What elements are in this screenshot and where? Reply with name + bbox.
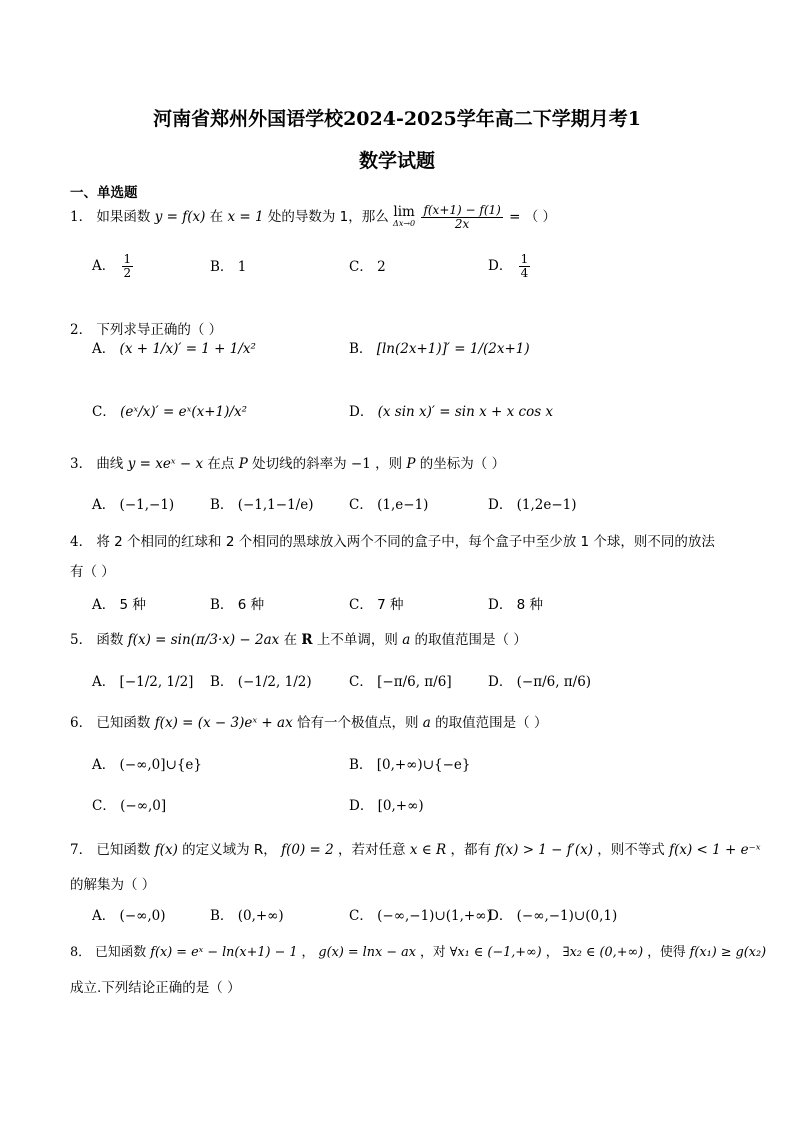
math-expr: P (238, 456, 248, 472)
question-5 (70, 628, 527, 648)
option-fraction (519, 253, 531, 279)
question-text: ，若对任意 (338, 842, 406, 858)
option-label: A． (92, 597, 116, 613)
option-b (210, 255, 246, 275)
question-2 (70, 318, 222, 338)
option-b (349, 753, 470, 773)
option-value: [−π/6, π/6] (377, 674, 452, 690)
option-value: (1,e−1) (377, 497, 429, 513)
math-expr: x = 1 (227, 209, 264, 226)
option-label: B． (349, 341, 373, 357)
section-heading: 一、单选题 (70, 185, 138, 201)
math-expr: f(x) = sin(π/3·x) − 2ax (127, 632, 280, 648)
math-expr: P (406, 456, 416, 472)
option-a (92, 337, 256, 357)
option-a (92, 670, 193, 690)
math-expr: x ∈ R (409, 842, 447, 858)
question-3 (70, 452, 505, 472)
option-value: [0,+∞) (377, 798, 424, 814)
question-text: 曲线 (96, 456, 124, 472)
option-value: (−1,1−1/e) (237, 497, 314, 513)
option-label: B． (210, 674, 234, 690)
option-label: C． (349, 259, 373, 275)
math-expr: f(x) = eˣ − ln(x+1) − 1 (150, 945, 298, 960)
option-c (349, 670, 452, 690)
question-8 (70, 941, 766, 960)
question-text: ，都有 (450, 842, 491, 858)
option-value: 6 种 (237, 597, 265, 613)
math-expr: f(x₁) ≥ g(x₂) (689, 945, 767, 960)
question-text: 函数 (96, 632, 124, 648)
option-label: A． (92, 674, 116, 690)
question-text: ，则不等式 (597, 842, 665, 858)
fraction-denominator: 2 (123, 265, 132, 280)
option-c (349, 593, 404, 613)
question-text: ，则 (375, 456, 403, 472)
question-text: 有（ ） (70, 564, 115, 580)
exam-title: 河南省郑州外国语学校2024-2025学年高二下学期月考1 (153, 108, 641, 130)
option-label: A． (92, 497, 116, 513)
option-b (210, 670, 312, 690)
option-value: (x + 1/x)′ = 1 + 1/x² (119, 341, 256, 357)
limit-fraction (421, 204, 502, 230)
option-label: C． (349, 674, 373, 690)
option-value: 2 (377, 259, 386, 275)
option-value: 5 种 (119, 597, 146, 613)
option-a (92, 904, 166, 924)
math-expr: f(x) (154, 842, 178, 858)
question-text: ， (301, 945, 315, 960)
lim-subscript: Δx→0 (393, 218, 416, 228)
option-value: (x sin x)′ = sin x + x cos x (377, 404, 554, 420)
question-text: ，对 (420, 945, 446, 960)
option-label: B． (349, 757, 373, 773)
option-b (349, 337, 530, 357)
option-b (210, 593, 264, 613)
question-number: 3． (70, 456, 93, 472)
option-label: C． (349, 908, 373, 924)
question-text: 的定义域为 R， (182, 842, 277, 858)
option-value: (−1/2, 1/2) (237, 674, 312, 690)
option-d (488, 904, 617, 924)
option-a (92, 753, 202, 773)
question-text: 的取值范围是（ ） (414, 632, 527, 648)
math-expr: y = xeˣ − x (127, 456, 204, 472)
question-text: 将 2 个相同的红球和 2 个相同的黑球放入两个不同的盒子中，每个盒子中至少放 1 个球，则不同的放法 (96, 534, 715, 550)
question-7-cont (70, 873, 155, 893)
option-a (92, 493, 174, 513)
option-c (349, 255, 386, 275)
math-expr: g(x) = lnx − ax (318, 945, 416, 960)
option-c (92, 400, 247, 420)
option-value: [ln(2x+1)]′ = 1/(2x+1) (376, 341, 530, 357)
option-label: B． (210, 259, 234, 275)
question-text: 在 (209, 209, 224, 226)
question-7 (70, 838, 761, 858)
option-value: (−∞,0) (119, 908, 166, 924)
option-a (92, 593, 146, 613)
option-label: C． (92, 404, 116, 420)
question-text: 在 (283, 632, 298, 648)
question-1 (70, 204, 556, 230)
math-expr: f(x) = (x − 3)eˣ + ax (154, 715, 293, 731)
option-value: (−π/6, π/6) (516, 674, 592, 690)
math-expr: a (402, 632, 411, 648)
option-label: B． (210, 908, 234, 924)
question-text: 下列求导正确的（ ） (96, 322, 223, 338)
option-d (488, 253, 532, 279)
option-label: B． (210, 497, 234, 513)
option-c (349, 493, 428, 513)
math-expr: R (301, 632, 313, 648)
option-label: D． (349, 404, 374, 420)
question-number: 6． (70, 715, 93, 731)
option-label: D． (488, 497, 513, 513)
math-expr: f(x) > 1 − f′(x) (495, 842, 593, 858)
option-label: B． (210, 597, 234, 613)
option-b (210, 493, 313, 513)
limit-operator (393, 206, 415, 228)
option-c (349, 904, 492, 924)
math-expr: ∀x₁ ∈ (−1,+∞) (449, 945, 542, 960)
math-expr: f(x) < 1 + e⁻ˣ (669, 842, 761, 858)
math-expr: y = f(x) (154, 209, 206, 226)
option-value: (−∞,−1)∪(0,1) (516, 908, 618, 924)
option-value: (1,2e−1) (516, 497, 577, 513)
question-number: 4． (70, 534, 93, 550)
question-number: 2． (70, 322, 93, 338)
question-text: 的取值范围是（ ） (435, 715, 548, 731)
option-value: (−∞,0]∪{e} (119, 757, 202, 773)
question-text: 已知函数 (96, 842, 151, 858)
question-text: 上不单调，则 (316, 632, 398, 648)
option-d (349, 794, 424, 814)
question-text: 已知函数 (95, 945, 147, 960)
question-4 (70, 530, 715, 550)
question-text: 恰有一个极值点，则 (297, 715, 419, 731)
option-a (92, 253, 135, 279)
exam-subtitle: 数学试题 (358, 150, 435, 172)
option-label: C． (92, 798, 116, 814)
option-value: (−1,−1) (119, 497, 175, 513)
option-d (488, 493, 577, 513)
option-label: D． (488, 258, 513, 275)
question-4-cont (70, 560, 115, 580)
fraction-denominator: 2x (454, 216, 470, 231)
option-b (210, 904, 284, 924)
option-value: 8 种 (516, 597, 544, 613)
question-text: 的解集为（ ） (70, 877, 156, 893)
question-text: ， (545, 945, 559, 960)
option-label: A． (92, 908, 116, 924)
question-text: ，使得 (647, 945, 686, 960)
math-expr: −1 (350, 456, 371, 472)
option-label: D． (488, 908, 513, 924)
question-text: 的坐标为（ ） (419, 456, 506, 472)
option-value: [−1/2, 1/2] (119, 674, 194, 690)
question-text: 处的导数为 1，那么 (267, 209, 389, 226)
fraction-numerator: 1 (123, 252, 132, 266)
option-label: C． (349, 497, 373, 513)
option-label: C． (349, 597, 373, 613)
math-expr: f(0) = 2 (281, 842, 334, 858)
option-c (92, 794, 166, 814)
option-label: D． (488, 674, 513, 690)
option-label: D． (349, 798, 374, 814)
question-number: 8． (70, 945, 91, 960)
option-label: A． (92, 757, 116, 773)
option-label: A． (92, 258, 116, 275)
math-expr: a (422, 715, 431, 731)
option-value: (eˣ/x)′ = eˣ(x+1)/x² (120, 404, 247, 420)
math-expr: ∃x₂ ∈ (0,+∞) (562, 945, 644, 960)
option-value: [0,+∞)∪{−e} (376, 757, 471, 773)
question-8-cont (70, 976, 241, 996)
question-text: 成立.下列结论正确的是（ ） (70, 980, 241, 996)
option-d (488, 593, 543, 613)
option-d (349, 400, 553, 420)
question-text: 在点 (207, 456, 235, 472)
option-d (488, 670, 591, 690)
fraction-numerator: 1 (520, 252, 529, 266)
option-label: D． (488, 597, 513, 613)
option-value: (−∞,−1)∪(1,+∞) (377, 908, 492, 924)
lim-label: lim (393, 204, 415, 221)
question-number: 1． (70, 209, 93, 226)
question-number: 5． (70, 632, 93, 648)
question-tail: = （ ） (509, 209, 557, 226)
option-value: (0,+∞) (237, 908, 284, 924)
question-text: 处切线的斜率为 (252, 456, 347, 472)
option-label: A． (92, 341, 116, 357)
question-number: 7． (70, 842, 93, 858)
question-6 (70, 711, 547, 731)
option-value: 1 (237, 259, 247, 275)
question-text: 如果函数 (96, 209, 151, 226)
fraction-denominator: 4 (520, 265, 529, 280)
fraction-numerator: f(x+1) − f(1) (423, 203, 501, 217)
option-value: (−∞,0] (120, 798, 167, 814)
option-value: 7 种 (377, 597, 404, 613)
question-text: 已知函数 (96, 715, 151, 731)
option-fraction (122, 253, 134, 279)
